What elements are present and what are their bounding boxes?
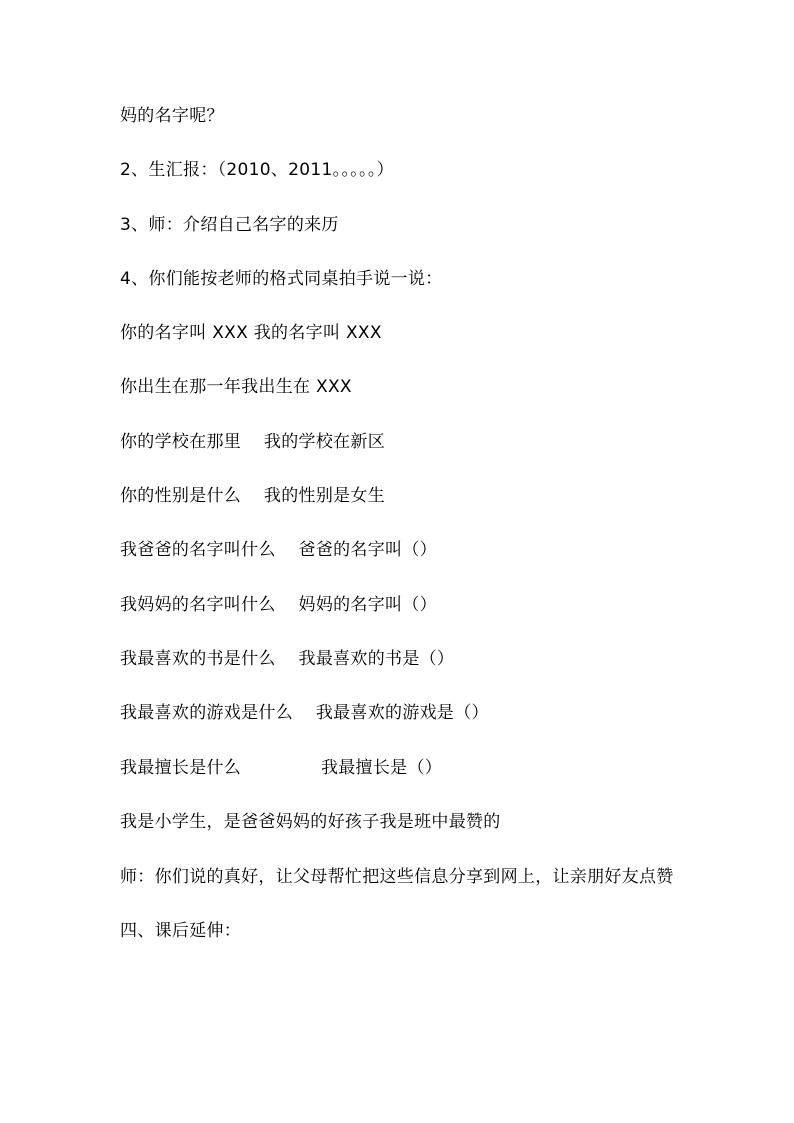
text-line: 你的学校在那里 我的学校在新区	[120, 431, 386, 452]
text-line: 我最喜欢的游戏是什么 我最喜欢的游戏是（）	[120, 703, 489, 724]
text-line: 我最擅长是什么 我最擅长是（）	[120, 757, 443, 778]
document-body	[120, 104, 690, 973]
text-line: 妈的名字呢？	[120, 106, 224, 126]
text-line: 我是小学生，是爸爸妈妈的好孩子我是班中最赞的	[120, 811, 501, 832]
text-line: 我妈妈的名字叫什么 妈妈的名字叫（）	[120, 594, 437, 615]
text-line: 你的名字叫 XXX 我的名字叫 XXX	[120, 323, 382, 344]
text-paragraph: 师：你们说的真好，让父母帮忙把这些信息分享到网上，让亲朋好友点赞	[120, 867, 674, 888]
section-heading: 四、课后延伸：	[120, 921, 242, 942]
text-line: 4、你们能按老师的格式同桌拍手说一说：	[120, 268, 443, 289]
text-line: 3、师：介绍自己名字的来历	[120, 214, 339, 235]
text-line: 你出生在那一年我出生在 XXX	[120, 377, 352, 398]
text-line: 你的性别是什么 我的性别是女生	[120, 486, 386, 507]
text-line: 我爸爸的名字叫什么 爸爸的名字叫（）	[120, 540, 437, 561]
text-line: 我最喜欢的书是什么 我最喜欢的书是（）	[120, 648, 455, 669]
text-line: 2、生汇报：（2010、2011。。。。。）	[120, 160, 394, 181]
